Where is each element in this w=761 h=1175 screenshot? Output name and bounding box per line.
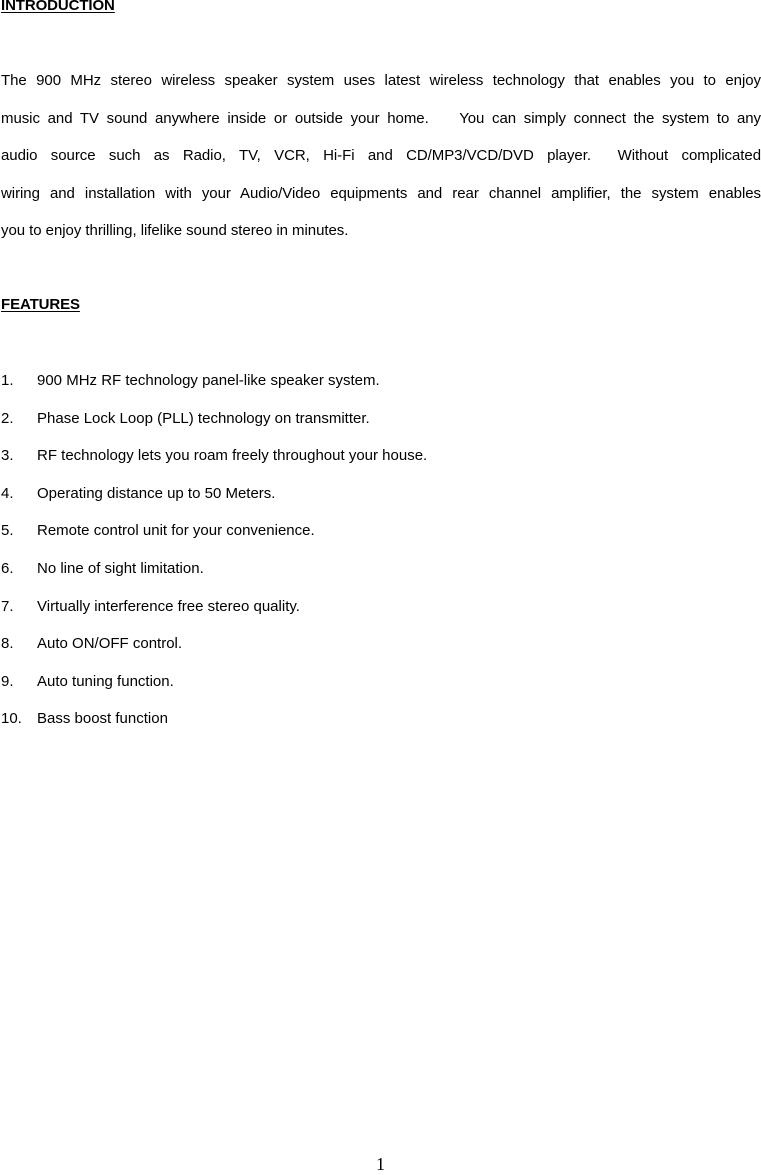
intro-line: you to enjoy thrilling, lifelike sound stereo in minutes.: [1, 222, 349, 239]
page-number: 1: [376, 1154, 385, 1174]
feature-text: Remote control unit for your convenience.: [37, 522, 315, 540]
intro-line: The 900 MHz stereo wireless speaker system uses latest wireless technology that enables you to enjoy: [1, 72, 761, 89]
feature-text: Auto ON/OFF control.: [37, 635, 183, 653]
feature-text: No line of sight limitation.: [37, 559, 204, 577]
feature-number: 9.: [1, 672, 14, 690]
feature-text: Operating distance up to 50 Meters.: [37, 484, 276, 502]
feature-number: 6.: [1, 559, 14, 577]
feature-number: 5.: [1, 522, 14, 540]
feature-number: 2.: [1, 409, 14, 427]
feature-number: 7.: [1, 597, 14, 615]
feature-text: Phase Lock Loop (PLL) technology on transmitter.: [37, 409, 370, 427]
feature-number: 8.: [1, 635, 14, 653]
feature-number: 10.: [1, 710, 22, 728]
feature-text: Bass boost function: [37, 710, 168, 728]
introduction-paragraph: [1, 62, 761, 250]
feature-text: 900 MHz RF technology panel-like speaker system.: [37, 372, 380, 389]
feature-text: RF technology lets you roam freely throughout your house.: [37, 447, 428, 465]
intro-line: audio source such as Radio, TV, VCR, Hi-Fi and CD/MP3/VCD/DVD player. Without complicated: [1, 147, 761, 164]
feature-text: Auto tuning function.: [37, 672, 174, 690]
feature-number: 1.: [1, 372, 14, 389]
introduction-heading: INTRODUCTION: [1, 0, 115, 14]
feature-text: Virtually interference free stereo quality.: [37, 597, 300, 615]
intro-line: music and TV sound anywhere inside or outside your home. You can simply connect the system to any: [1, 109, 761, 127]
features-heading: FEATURES: [1, 296, 80, 313]
feature-number: 4.: [1, 484, 14, 502]
feature-number: 3.: [1, 447, 14, 465]
intro-line: wiring and installation with your Audio/Video equipments and rear channel amplifier, the system enables: [1, 184, 761, 202]
